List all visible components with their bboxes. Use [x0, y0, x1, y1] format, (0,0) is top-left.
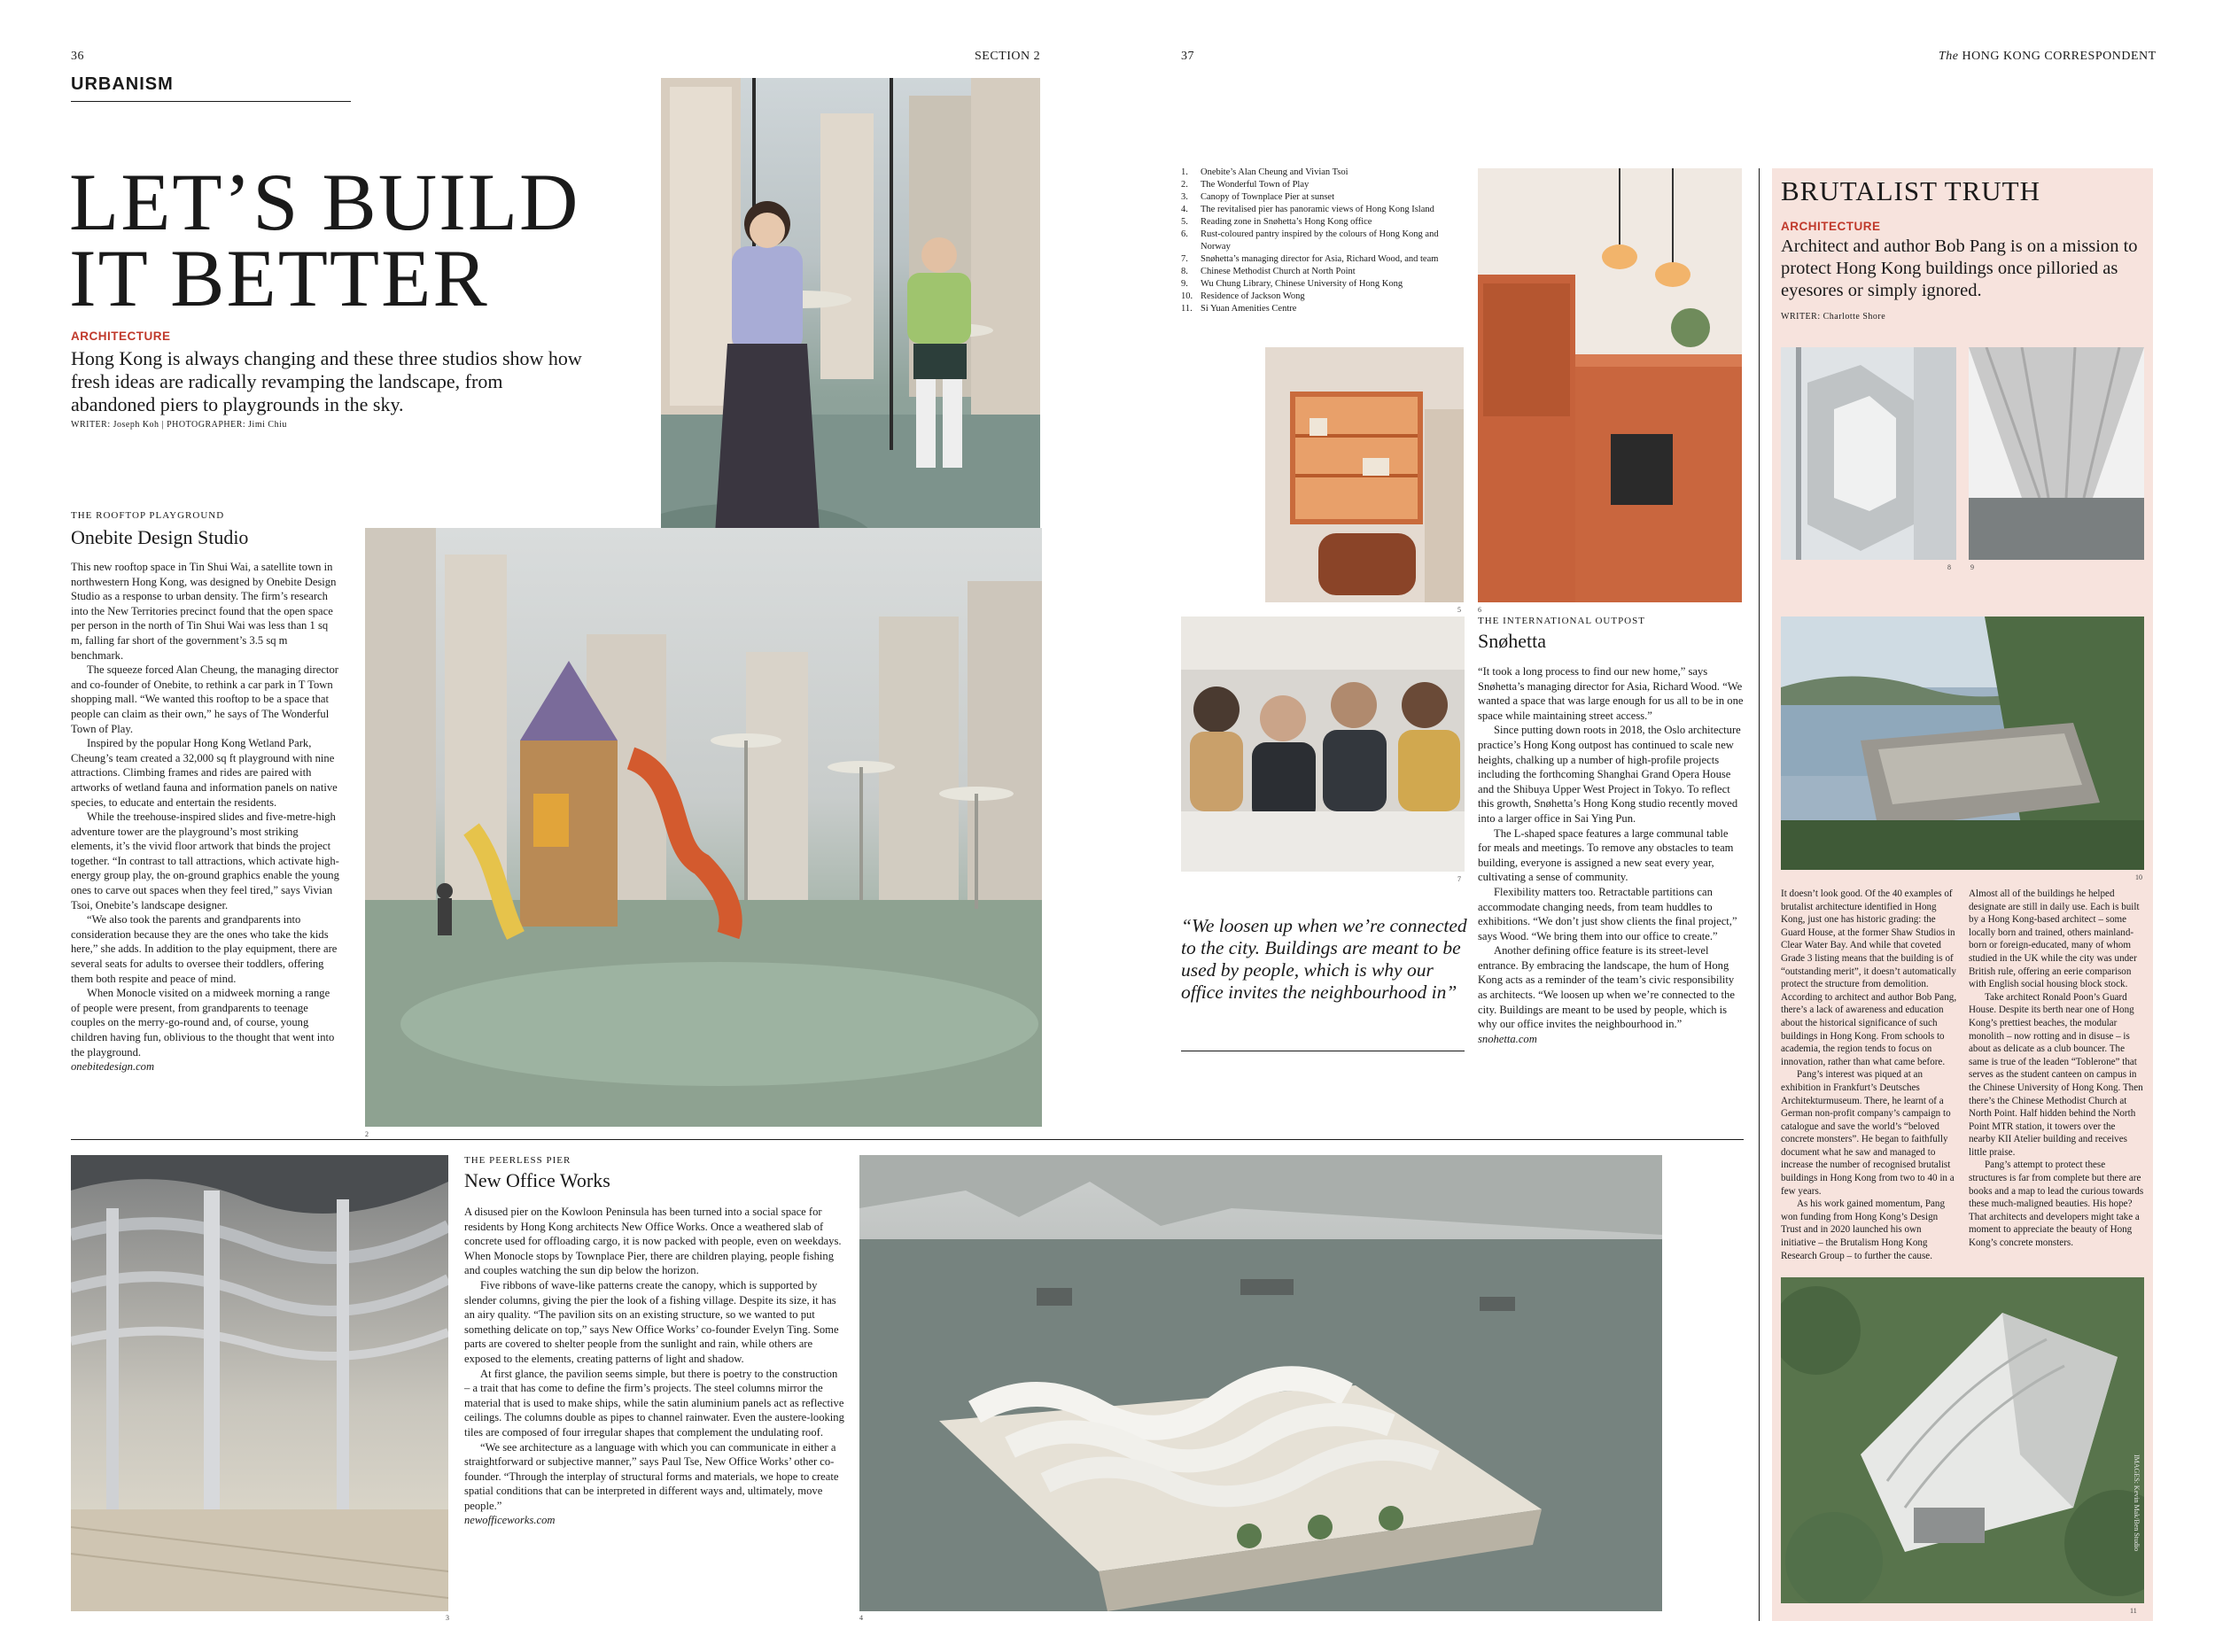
photo-methodist-church	[1781, 347, 1956, 560]
caption-item: 6. Rust-coloured pantry inspired by the colours of Hong Kong and Norway	[1181, 229, 1439, 252]
onebite-paragraph: The squeeze forced Alan Cheung, the managing director and co-founder of Onebite, to rethink a car park in T Town shopping mall. “We wanted this rooftop to be a space that people can claim as their own,” he says of The Wonderful Town of Play.	[71, 663, 338, 735]
photo-number-8: 8	[1947, 563, 1951, 571]
onebite-paragraph: This new rooftop space in Tin Shui Wai, a satellite town in northwestern Hong Kong, was designed by Onebite Design Studio as a response to urban density. The firm’s research into the New Territories precinct found that the open space per person in the north of Tin Shui Wai was less than 1 sq m, falling far short of the government’s 3.5 sq m benchmark.	[71, 561, 337, 662]
caption-item: 11. Si Yuan Amenities Centre	[1181, 304, 1297, 314]
photo-portrait-art	[661, 78, 1040, 601]
newoffice-body	[464, 1205, 845, 1528]
photo-number-9: 9	[1970, 563, 1974, 571]
photo-number-2: 2	[365, 1130, 369, 1138]
caption-item: 8. Chinese Methodist Church at North Point	[1181, 267, 1356, 276]
photo-number-7: 7	[1457, 875, 1461, 883]
masthead-prefix: The	[1939, 50, 1959, 63]
standfirst: Hong Kong is always changing and these three studios show how fresh ideas are radically revamping the landscape, from abandoned piers to playgrounds in the sky.	[71, 347, 582, 415]
photo-number-6: 6	[1478, 606, 1481, 614]
photo-wu-chung-library	[1969, 347, 2144, 560]
snohetta-body	[1478, 664, 1744, 1046]
photo-si-yuan-centre	[1781, 1277, 2144, 1603]
caption-item: 3. Canopy of Townplace Pier at sunset	[1181, 192, 1334, 202]
caption-item: 1. Onebite’s Alan Cheung and Vivian Tsoi	[1181, 167, 1348, 177]
brutalist-paragraph: Pang’s attempt to protect these structures is far from complete but there are books and a map to lead the curious towards these much-maligned beauties. His hope? That architects and developers might take a moment to appreciate the beauty of Hong Kong’s concrete monsters.	[1969, 1160, 2144, 1249]
photo-playground-art	[365, 528, 1042, 1127]
brutalist-standfirst: Architect and author Bob Pang is on a mission to protect Hong Kong buildings once pilloried as eyesores or simply ignored.	[1781, 237, 2138, 300]
photo-reading-zone	[1265, 347, 1464, 602]
photo-number-5: 5	[1457, 606, 1461, 614]
photo-siyuan-art	[1781, 1277, 2144, 1603]
onebite-url[interactable]: onebitedesign.com	[71, 1060, 155, 1074]
brutalist-paragraph: As his work gained momentum, Pang won funding from Hong Kong’s Design Trust and in 2020 launched his own initiative – the Brutalism Hong Kong Research Group – to further the cause.	[1781, 1198, 1946, 1261]
caption-list	[1181, 167, 1457, 315]
caption-item: 9. Wu Chung Library, Chinese University of Hong Kong	[1181, 279, 1403, 289]
photo-pier-art	[859, 1155, 1662, 1611]
photo-canopy-art	[71, 1155, 448, 1611]
onebite-body	[71, 560, 341, 1074]
photo-team	[1181, 617, 1465, 872]
photo-number-11: 11	[2130, 1607, 2137, 1615]
photo-reading-zone-art	[1265, 347, 1464, 602]
snohetta-paragraph: The L-shaped space features a large communal table for meals and meetings. To remove any obstacles to team building, everyone is assigned a new seat every year, cultivating a sense of community.	[1478, 826, 1734, 884]
spread-rule	[71, 1139, 1744, 1140]
section-label-top: SECTION 2	[975, 50, 1041, 63]
photo-canopy	[71, 1155, 448, 1611]
brutalist-paragraph: Take architect Ronald Poon’s Guard House. Despite its berth near one of Hong Kong’s prettiest beaches, the modular monolith – now rotting and in disuse – is about as delicate as a club bouncer. The same is true of the leaden “Toblerone” that serves as the student canteen on campus in the Chinese University of Hong Kong. Then there’s the Chinese Methodist Church at North Point. Half hidden behind the North Point MTR station, it towers over the nearby KII Atelier building and receives little praise.	[1969, 991, 2143, 1158]
brutalist-paragraph: It doesn’t look good. Of the 40 examples of brutalist architecture identified in Hong Kong, just one has historic grading: the Guard House, at the former Shaw Studios in Clear Water Bay. And while that coveted Grade 3 listing means that the building is of “outstanding merit”, it doesn’t automatically protect the structure from demolition. According to architect and author Bob Pang, there’s a lack of awareness and education about the historical significance of such buildings in Hong Kong. From schools to academia, the region tends to focus on innovation, rather than what came before.	[1781, 888, 1957, 1067]
newoffice-paragraph: “We see architecture as a language with which you can communicate in either a straightforward or subjective manner,” says Paul Tse, New Office Works’ other co-founder. “Through the interplay of structural forms and materials, we hope to create spatial conditions that can be interpreted in different ways and, ultimately, move people.”	[464, 1440, 839, 1512]
right-page-number: 37	[1181, 50, 1194, 63]
caption-item: 10. Residence of Jackson Wong	[1181, 291, 1305, 301]
onebite-kicker: THE ROOFTOP PLAYGROUND	[71, 510, 225, 521]
section-tag: URBANISM	[71, 74, 174, 94]
photo-team-art	[1181, 617, 1465, 872]
brutalist-writer: WRITER: Charlotte Shore	[1781, 312, 1886, 322]
snohetta-paragraph: Flexibility matters too. Retractable partitions can accommodate changing needs, from team huddles to exhibitions. “We don’t just show clients the final project,” says Wood. “We bring them into our office to create.”	[1478, 885, 1737, 942]
caption-item: 2. The Wonderful Town of Play	[1181, 180, 1310, 190]
caption-item: 5. Reading zone in Snøhetta’s Hong Kong office	[1181, 217, 1372, 227]
snohetta-paragraph: Another defining office feature is its street-level entrance. By embracing the landscape, the hum of Hong Kong acts as a reminder of the team’s civic responsibility as architects. “We loosen up when we’re connected to the city. Buildings are meant to be used by people, which is why our office invites the neighbourhood in.”	[1478, 944, 1735, 1031]
byline	[71, 420, 287, 430]
photo-pantry-art	[1478, 168, 1742, 602]
masthead-title: HONG KONG CORRESPONDENT	[1962, 50, 2157, 63]
newoffice-paragraph: Five ribbons of wave-like patterns create the canopy, which is supported by slender columns, giving the pier the look of a fishing village. Despite its size, it has an airy quality. “The pavilion sits on an existing structure, so we wanted to put something delicate on top,” says New Office Works’ co-founder Evelyn Ting. Some parts are covered to shelter people from the sunlight and rain, while others are exposed to the elements, creating patterns of light and shadow.	[464, 1278, 839, 1365]
newoffice-studio-name: New Office Works	[464, 1169, 610, 1191]
photo-number-3: 3	[446, 1614, 449, 1622]
pull-quote: “We loosen up when we’re connected to the city. Buildings are meant to be used by people, which is why our office invites the neighbourhood in”	[1181, 915, 1467, 1003]
photo-library-art	[1969, 347, 2144, 560]
newoffice-paragraph: A disused pier on the Kowloon Peninsula has been turned into a social space for residents by Hong Kong architects New Office Works. Once a weathered slab of concrete used for offloading cargo, it is now packed with people, even on weekdays. When Monocle stops by Townplace Pier, there are children playing, people fishing and couples watching the sun dip below the horizon.	[464, 1206, 842, 1277]
brutalist-col-2	[1969, 888, 2144, 1250]
snohetta-studio-name: Snøhetta	[1478, 630, 1546, 652]
snohetta-paragraph: “It took a long process to find our new home,” says Snøhetta’s managing director for Asia, Richard Wood. “We wanted a space that was large enough for us all to be in one space while maintaining street access.”	[1478, 665, 1744, 722]
brutalist-category: ARCHITECTURE	[1781, 220, 1881, 233]
newoffice-url[interactable]: newofficeworks.com	[464, 1514, 556, 1527]
newoffice-kicker: THE PEERLESS PIER	[464, 1155, 571, 1166]
image-credit: IMAGES: Kevin Mak/Ben Studio	[2133, 1454, 2141, 1552]
photo-portrait-swings	[661, 78, 1040, 601]
category-label: ARCHITECTURE	[71, 330, 171, 343]
brutalist-title: BRUTALIST TRUTH	[1781, 175, 2040, 206]
headline-line-1: LET’S BUILD	[69, 157, 580, 247]
photo-number-10: 10	[2135, 873, 2142, 881]
brutalist-panel	[1772, 168, 2153, 1621]
photo-playground	[365, 528, 1042, 1127]
onebite-paragraph: While the treehouse-inspired slides and five-metre-high adventure tower are the playground’s most striking elements, it’s the vivid floor artwork that binds the project together. “In contrast to tall attractions, which activate high-energy group play, the on-ground graphics enable the young ones to carve out spaces when they feel tired,” says Vivian Tsoi, Onebite’s landscape designer.	[71, 810, 339, 911]
sidebar-rule	[1759, 168, 1760, 1621]
brutalist-paragraph: Almost all of the buildings he helped designate are still in daily use. Each is built by a Hong Kong-based architect – some locally born and trained, others mainland-born or foreign-educated, many of whom studied in the UK while the city was under British rule, offering an eerie comparison with English social housing block stock.	[1969, 888, 2140, 990]
headline	[69, 157, 580, 323]
photo-methodist-art	[1781, 347, 1956, 560]
caption-item: 4. The revitalised pier has panoramic views of Hong Kong Island	[1181, 205, 1434, 214]
brutalist-paragraph: Pang’s interest was piqued at an exhibition in Frankfurt’s Deutsches Architekturmuseum. There, he learnt of a German non-profit company’s campaign to catalogue and save the world’s “beloved concrete monsters”. He began to faithfully document what he saw and managed to increase the number of recognised brutalist buildings in Hong Kong from two to 40 in a few years.	[1781, 1069, 1955, 1197]
byline-separator: |	[161, 420, 165, 430]
onebite-studio-name: Onebite Design Studio	[71, 526, 249, 548]
photo-pantry	[1478, 168, 1742, 602]
onebite-paragraph: “We also took the parents and grandparents into consideration because they are the ones who take the kids here,” she adds. In addition to the play equipment, there are several seats for adults to oversee their toddlers, offering them both respite and peace of mind.	[71, 913, 338, 985]
photo-number-4: 4	[859, 1614, 863, 1622]
snohetta-url[interactable]: snohetta.com	[1478, 1032, 1537, 1045]
onebite-paragraph: Inspired by the popular Hong Kong Wetland Park, Cheung’s team created a 32,000 sq ft playground with nine attractions. Climbing frames and rides are paired with artworks of wetland fauna and information panels on native species, to educate and entertain the residents.	[71, 737, 338, 809]
newoffice-paragraph: At first glance, the pavilion seems simple, but there is poetry to the construction – a trait that has come to define the firm’s projects. The steel columns mirror the material that is used to make ships, while the satin aluminium panels act as reflective ceilings. The columns double as pipes to channel rainwater. Even the austere-looking tiles are composed of four irregular shapes that complement the undulating roof.	[464, 1367, 844, 1439]
writer-credit: WRITER: Joseph Koh	[71, 420, 159, 430]
caption-item: 7. Snøhetta’s managing director for Asia, Richard Wood, and team	[1181, 254, 1439, 264]
brutalist-col-1	[1781, 888, 1958, 1262]
left-page-number: 36	[71, 50, 84, 63]
snohetta-kicker: THE INTERNATIONAL OUTPOST	[1478, 616, 1645, 626]
section-rule	[71, 101, 351, 102]
onebite-paragraph: When Monocle visited on a midweek morning a range of people were present, from grandparents to teenage couples on the merry-go-round and, of course, young children having fun, oblivious to the thought that went into the playground.	[71, 987, 335, 1059]
photo-pier	[859, 1155, 1662, 1611]
snohetta-paragraph: Since putting down roots in 2018, the Oslo architecture practice’s Hong Kong outpost has continued to scale new heights, chalking up a number of high-profile projects including the forthcoming Shanghai Grand Opera House and the Shibuya Upper West Project in Tokyo. To reflect this growth, Snøhetta’s Hong Kong studio recently moved into a larger office in Sai Ying Pun.	[1478, 724, 1741, 825]
headline-line-2: IT BETTER	[69, 233, 489, 323]
masthead	[1939, 50, 2157, 64]
photographer-credit: PHOTOGRAPHER: Jimi Chiu	[167, 420, 287, 430]
photo-residence-art	[1781, 617, 2144, 870]
photo-jackson-wong-residence	[1781, 617, 2144, 870]
